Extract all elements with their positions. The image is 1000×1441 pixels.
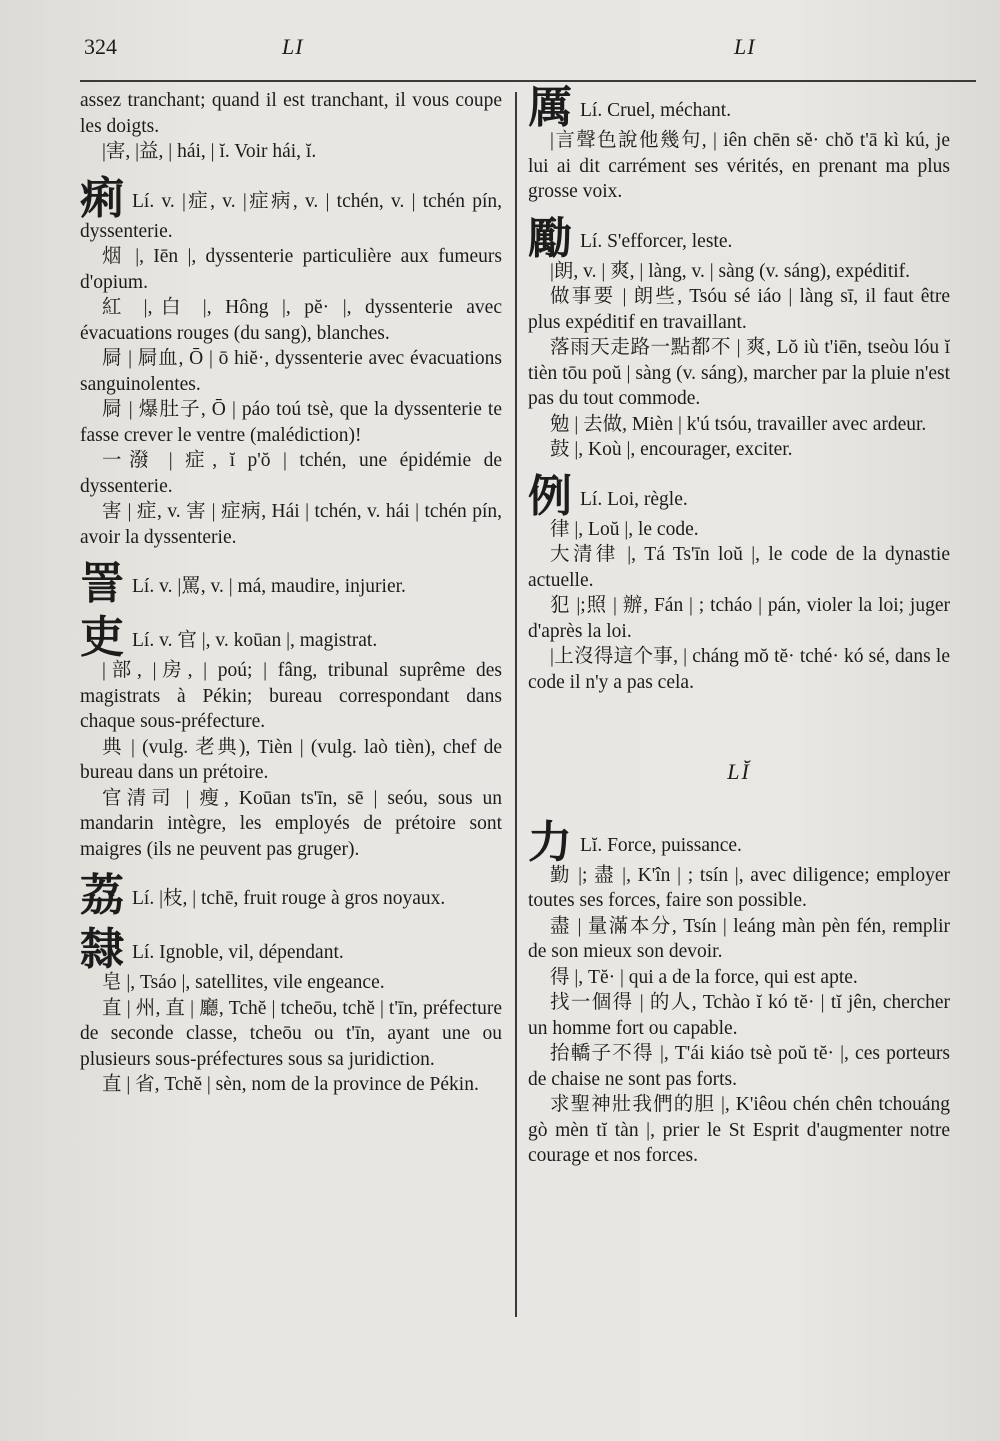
dictionary-subentry: [80, 244, 502, 295]
dictionary-subentry: [80, 295, 502, 346]
entry-text: 得 |, Tĕ· | qui a de la force, qui est apte.: [550, 966, 858, 988]
dictionary-subentry: [528, 335, 950, 412]
entry-text: Lí. v. |罵, v. | má, maudire, injurier.: [132, 576, 406, 597]
entry-text: |朗, v. | 爽, | làng, v. | sàng (v. sáng), expéditif.: [550, 260, 911, 282]
entry-text: Lĭ. Force, puissance.: [580, 834, 742, 856]
right-column: [528, 82, 950, 1169]
entry-text: Lí. Loi, règle.: [580, 488, 688, 510]
dictionary-subentry: [80, 346, 502, 397]
entry-text: Lí. Ignoble, vil, dépendant.: [132, 942, 344, 963]
dictionary-subentry: [80, 1072, 502, 1098]
dictionary-headword-entry: [80, 612, 502, 663]
entry-text: 鼓 |, Koù |, encourager, exciter.: [550, 439, 793, 460]
entry-text: |言聲色說他幾句, | iên chēn sĕ· chŏ t'ā kì kú, je lui ai dit carrément ses vérités, en prenant ma plus grosse voix.: [528, 130, 950, 202]
entry-text: 找一個得 | 的人, Tchào ĭ kó tĕ· | tĭ jên, chercher un homme fort ou capable.: [528, 992, 950, 1039]
headword-character: 勵: [528, 212, 572, 264]
entry-text: 紅 |,白 |, Hông |, pĕ· |, dyssenterie avec évacuations rouges (du sang), blanches.: [80, 297, 502, 344]
headword-character: 厲: [528, 82, 572, 133]
dictionary-subentry: [528, 284, 950, 335]
dictionary-subentry: [528, 437, 950, 463]
entry-text: Lí. Cruel, méchant.: [580, 100, 732, 121]
dictionary-headword-entry: [80, 870, 502, 921]
page-number: 324: [84, 34, 117, 59]
dictionary-subentry: [80, 970, 502, 996]
entry-text: 皂 |, Tsáo |, satellites, vile engeance.: [102, 972, 385, 993]
dictionary-subentry: [528, 128, 950, 205]
dictionary-subentry: [80, 139, 502, 165]
headword-character: 隸: [80, 924, 124, 975]
dictionary-headword-entry: [528, 212, 950, 264]
dictionary-subentry: [528, 412, 950, 438]
dictionary-headword-entry: [528, 82, 950, 133]
dictionary-subentry: [528, 863, 950, 914]
entry-text: Lí. v. |症, v. |症病, v. | tchén, v. | tchén pín, dyssenterie.: [80, 190, 502, 242]
entry-text: 直 | 州, 直 | 廳, Tchĕ | tcheōu, tchĕ | t'īn, préfecture de seconde classe, tcheōu ou t'īn, ayant une ou plusieurs sous-préfectures sous sa juridiction.: [80, 997, 502, 1070]
entry-text: 落雨天走路一點都不 | 爽, Lŏ iù t'iēn, tseòu lóu ĭ tièn tōu poŭ | sàng (v. sáng), marcher par la pluie n'est pas du tout commode.: [528, 337, 950, 409]
entry-text: 直 | 省, Tchĕ | sèn, nom de la province de Pékin.: [102, 1074, 479, 1095]
entry-text: 屙 | 爆肚子, Ō | páo toú tsè, que la dyssenterie te fasse crever le ventre (malédiction)!: [80, 399, 502, 446]
headword-character: 荔: [80, 870, 124, 921]
page-header: [84, 32, 976, 72]
entry-text: 勉 | 去做, Mièn | k'ú tsóu, travailler avec ardeur.: [550, 413, 927, 435]
dictionary-subentry: [528, 1092, 950, 1169]
entry-text: 屙 | 屙血, Ō | ō hiĕ·, dyssenterie avec évacuations sanguinolentes.: [80, 348, 502, 395]
dictionary-subentry: [528, 914, 950, 965]
left-running-head: LI: [282, 34, 304, 59]
column-divider: [515, 92, 517, 1317]
dictionary-headword-entry: [80, 924, 502, 975]
headword-character: 詈: [80, 558, 124, 609]
right-running-head: LI: [734, 34, 756, 59]
entry-text: 求聖神壯我們的胆 |, K'iêou chén chên tchouáng gò mèn tĭ tàn |, prier le St Esprit d'augmenter notre courage et nos forces.: [528, 1094, 950, 1166]
dictionary-subentry: [80, 88, 502, 139]
dictionary-subentry: [528, 1041, 950, 1092]
left-column: [80, 88, 502, 1098]
entry-text: |部, |房, | poú; | fâng, tribunal suprême des magistrats à Pékin; bureau correspondant dans chaque sous-préfecture.: [80, 660, 502, 732]
entry-text: Lí. S'efforcer, leste.: [580, 230, 733, 252]
headword-character: 例: [528, 470, 572, 522]
dictionary-subentry: [80, 996, 502, 1073]
entry-text: 勤 |; 盡 |, K'în | ; tsín |, avec diligence; employer toutes ses forces, faire son possible.: [528, 864, 950, 911]
entry-text: 烟 |, Iēn |, dyssenterie particulière aux fumeurs d'opium.: [80, 246, 502, 293]
dictionary-subentry: [528, 542, 950, 593]
dictionary-subentry: [80, 397, 502, 448]
entry-text: 犯 |;照 | 辦, Fán | ; tcháo | pán, violer la loi; juger d'après la loi.: [528, 595, 950, 642]
dictionary-subentry: [80, 658, 502, 735]
entry-text: 典 | (vulg. 老典), Tièn | (vulg. laò tièn), chef de bureau dans un prétoire.: [80, 736, 502, 783]
dictionary-headword-entry: [80, 172, 502, 245]
entry-text: assez tranchant; quand il est tranchant, il vous coupe les doigts.: [80, 90, 502, 137]
dictionary-subentry: [528, 644, 950, 695]
entry-text: Lí. |枝, | tchē, fruit rouge à gros noyaux.: [132, 888, 446, 909]
dictionary-subentry: [80, 448, 502, 499]
dictionary-headword-entry: [528, 470, 950, 522]
dictionary-subentry: [80, 499, 502, 550]
dictionary-subentry: [80, 786, 502, 863]
entry-text: 官清司 | 瘦, Koūan ts'īn, sē | seóu, sous un mandarin intègre, les employés de prétoire sont maigres (ils ne peuvent pas gruger).: [80, 787, 502, 860]
entry-text: 害 | 症, v. 害 | 症病, Hái | tchén, v. hái | tchén pín, avoir la dyssenterie.: [80, 501, 502, 548]
headword-character: 痢: [80, 172, 124, 224]
dictionary-subentry: [528, 593, 950, 644]
entry-text: 一潑 | 症, ĭ p'ŏ | tchén, une épidémie de dyssenterie.: [80, 450, 502, 497]
entry-text: 大清律 |, Tá Ts'īn loŭ |, le code de la dynastie actuelle.: [528, 544, 950, 591]
dictionary-subentry: [528, 259, 950, 285]
section-heading: LĬ: [727, 759, 751, 784]
dictionary-subentry: [528, 965, 950, 991]
dictionary-headword-entry: [80, 558, 502, 609]
dictionary-headword-entry: [528, 816, 950, 868]
dictionary-subentry: [528, 990, 950, 1041]
entry-text: 抬轎子不得 |, T'ái kiáo tsè poŭ tĕ· |, ces porteurs de chaise ne sont pas forts.: [528, 1043, 950, 1090]
dictionary-subentry: [80, 735, 502, 786]
entry-text: Lí. v. 官 |, v. koūan |, magistrat.: [132, 630, 378, 651]
entry-text: 做事要 | 朗些, Tsóu sé iáo | làng sī, il faut être plus expéditif en travaillant.: [528, 286, 950, 333]
dictionary-subentry: [528, 517, 950, 543]
headword-character: 吏: [80, 612, 124, 663]
entry-text: 盡 | 量滿本分, Tsín | leáng màn pèn fén, remplir de son mieux son devoir.: [528, 915, 950, 962]
headword-character: 力: [528, 816, 572, 868]
entry-text: |上沒得這个事, | cháng mŏ tĕ· tché· kó sé, dans le code il n'y a pas cela.: [528, 646, 950, 693]
entry-text: 律 |, Loŭ |, le code.: [550, 518, 699, 540]
entry-text: |害, |益, | hái, | ĭ. Voir hái, ĭ.: [102, 141, 317, 162]
